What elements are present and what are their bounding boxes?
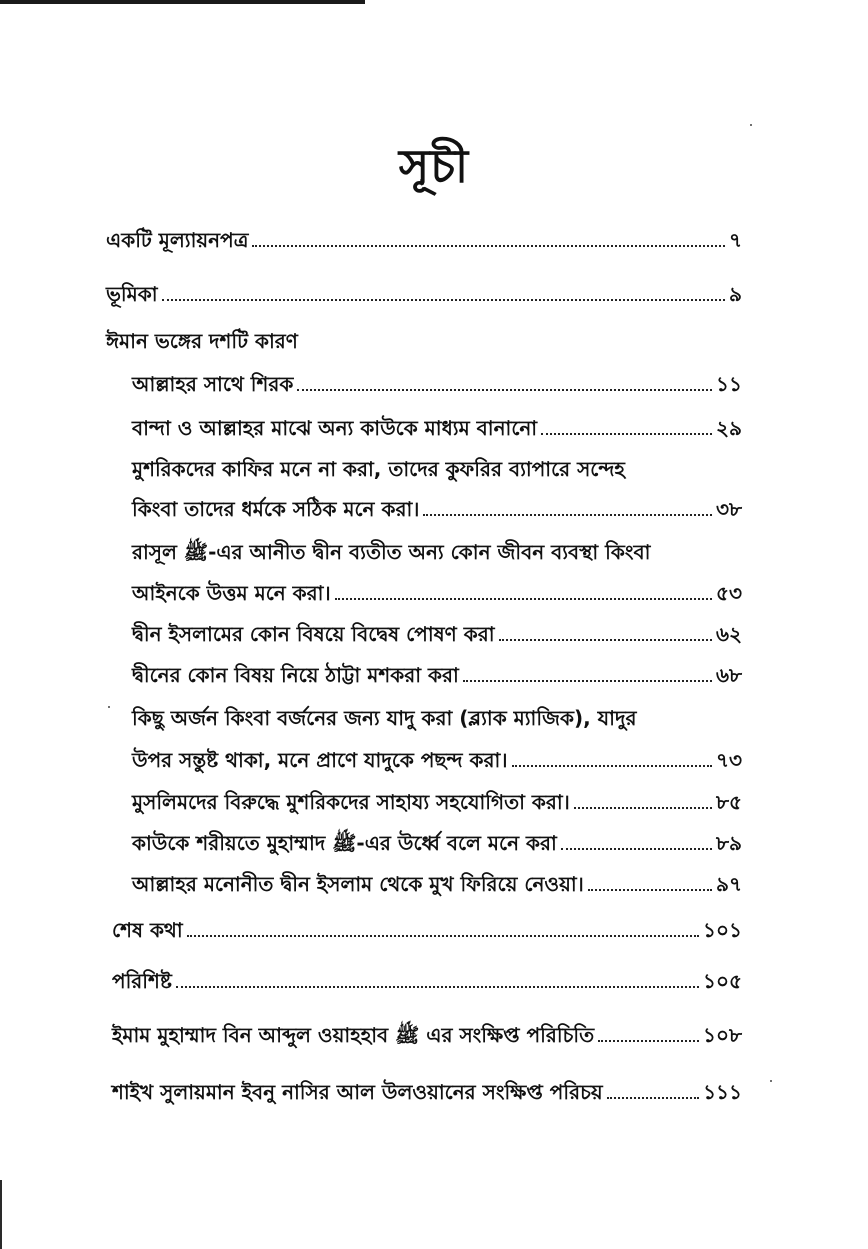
toc-entry-page: ২৯ xyxy=(716,416,742,440)
toc-entry-title: বান্দা ও আল্লাহর মাঝে অন্য কাউকে মাধ্যম বানানো xyxy=(132,416,538,440)
toc-entry-title: আল্লাহর সাথে শিরক xyxy=(132,372,294,396)
toc-entry-page: ৩৮ xyxy=(716,497,742,521)
toc-entry[interactable] xyxy=(132,829,742,857)
toc-entry-title: আইনকে উত্তম মনে করা। xyxy=(132,581,331,605)
toc-entry-page: ১১১ xyxy=(703,1080,742,1104)
toc-entry-title-line[interactable]: কিছু অর্জন কিংবা বর্জনের জন্য যাদু করা (ব্ল্যাক ম্যাজিক), যাদুর xyxy=(132,706,637,730)
toc-entry[interactable] xyxy=(132,661,742,689)
toc-entry[interactable] xyxy=(106,280,742,308)
dot-leader xyxy=(176,986,699,988)
page-title: সূচী xyxy=(398,139,470,193)
toc-entry-page: ৯ xyxy=(729,282,742,306)
toc-entry-page: ১০৫ xyxy=(703,969,742,993)
dot-leader xyxy=(463,680,712,682)
dot-leader xyxy=(252,245,725,247)
toc-entry-page: ১০১ xyxy=(703,918,742,942)
toc-entry[interactable] xyxy=(112,1078,742,1106)
dot-leader xyxy=(423,514,712,516)
dot-leader xyxy=(561,848,712,850)
toc-entry[interactable] xyxy=(112,916,742,944)
toc-entry-title: শাইখ সুলায়মান ইবনু নাসির আল উলওয়ানের সংক্ষিপ্ত পরিচয় xyxy=(112,1080,603,1104)
dot-leader xyxy=(335,598,712,600)
dot-leader xyxy=(588,889,712,891)
toc-entry-title: শেষ কথা xyxy=(112,918,183,942)
dot-leader xyxy=(297,389,712,391)
toc-entry-title-line[interactable]: রাসূল ﷺ-এর আনীত দ্বীন ব্যতীত অন্য কোন জীবন ব্যবস্থা কিংবা xyxy=(132,540,651,564)
toc-entry[interactable] xyxy=(132,746,742,774)
toc-entry-title: কাউকে শরীয়তে মুহাম্মাদ ﷺ-এর উর্ধ্বে বলে মনে করা xyxy=(132,831,557,855)
dot-leader xyxy=(574,807,712,809)
toc-entry-title: ভূমিকা xyxy=(106,282,158,306)
dot-leader xyxy=(162,299,725,301)
toc-entry[interactable] xyxy=(132,620,742,648)
dot-leader xyxy=(512,765,712,767)
toc-section-heading: ঈমান ভঙ্গের দশটি কারণ xyxy=(106,329,298,353)
toc-entry-page: ৯৭ xyxy=(716,872,742,896)
toc-entry-page: ৮৫ xyxy=(716,790,742,814)
toc-entry-page: ৫৩ xyxy=(716,581,742,605)
dot-leader xyxy=(541,433,712,435)
toc-entry[interactable] xyxy=(132,414,742,442)
toc-entry-page: ৬৮ xyxy=(716,663,742,687)
toc-entry-title: একটি মূল্যায়নপত্র xyxy=(106,228,249,252)
dot-leader xyxy=(187,935,699,937)
dot-leader xyxy=(598,1040,699,1042)
toc-entry[interactable] xyxy=(132,370,742,398)
toc-entry[interactable] xyxy=(112,967,742,995)
dot-leader xyxy=(499,639,712,641)
toc-entry[interactable] xyxy=(132,870,742,898)
toc-entry-title: দ্বীন ইসলামের কোন বিষয়ে বিদ্বেষ পোষণ করা xyxy=(132,622,495,646)
toc-entry-title-line[interactable]: মুশরিকদের কাফির মনে না করা, তাদের কুফরির ব্যাপারে সন্দেহ xyxy=(132,457,625,481)
toc-entry-title: দ্বীনের কোন বিষয় নিয়ে ঠাট্টা মশকরা করা xyxy=(132,663,459,687)
toc-entry-title: কিংবা তাদের ধর্মকে সঠিক মনে করা। xyxy=(132,497,420,521)
toc-entry-page: ৭ xyxy=(728,228,742,252)
toc-entry-page: ৬২ xyxy=(715,622,742,646)
toc-entry-page: ৭৩ xyxy=(715,748,742,772)
toc-entry[interactable] xyxy=(132,495,742,523)
toc-entry-title: আল্লাহর মনোনীত দ্বীন ইসলাম থেকে মুখ ফিরিয়ে নেওয়া। xyxy=(132,872,584,896)
toc-entry[interactable] xyxy=(112,1021,742,1049)
toc-entry-title: পরিশিষ্ট xyxy=(112,969,172,993)
toc-entry-title: ইমাম মুহাম্মাদ বিন আব্দুল ওয়াহহাব ﷺ এর সংক্ষিপ্ত পরিচিতি xyxy=(112,1023,595,1047)
toc-entry-page: ১০৮ xyxy=(703,1023,742,1047)
toc-entry-page: ৮৯ xyxy=(716,831,742,855)
toc-entry[interactable] xyxy=(132,788,742,816)
toc-entry[interactable] xyxy=(106,226,742,254)
toc-entry-page: ১১ xyxy=(716,372,742,396)
dot-leader xyxy=(607,1097,699,1099)
toc-entry[interactable] xyxy=(132,579,742,607)
toc-entry-title: মুসলিমদের বিরুদ্ধে মুশরিকদের সাহায্য সহযোগিতা করা। xyxy=(132,790,570,814)
toc-entry-title: উপর সন্তুষ্ট থাকা, মনে প্রাণে যাদুকে পছন্দ করা। xyxy=(132,748,508,772)
